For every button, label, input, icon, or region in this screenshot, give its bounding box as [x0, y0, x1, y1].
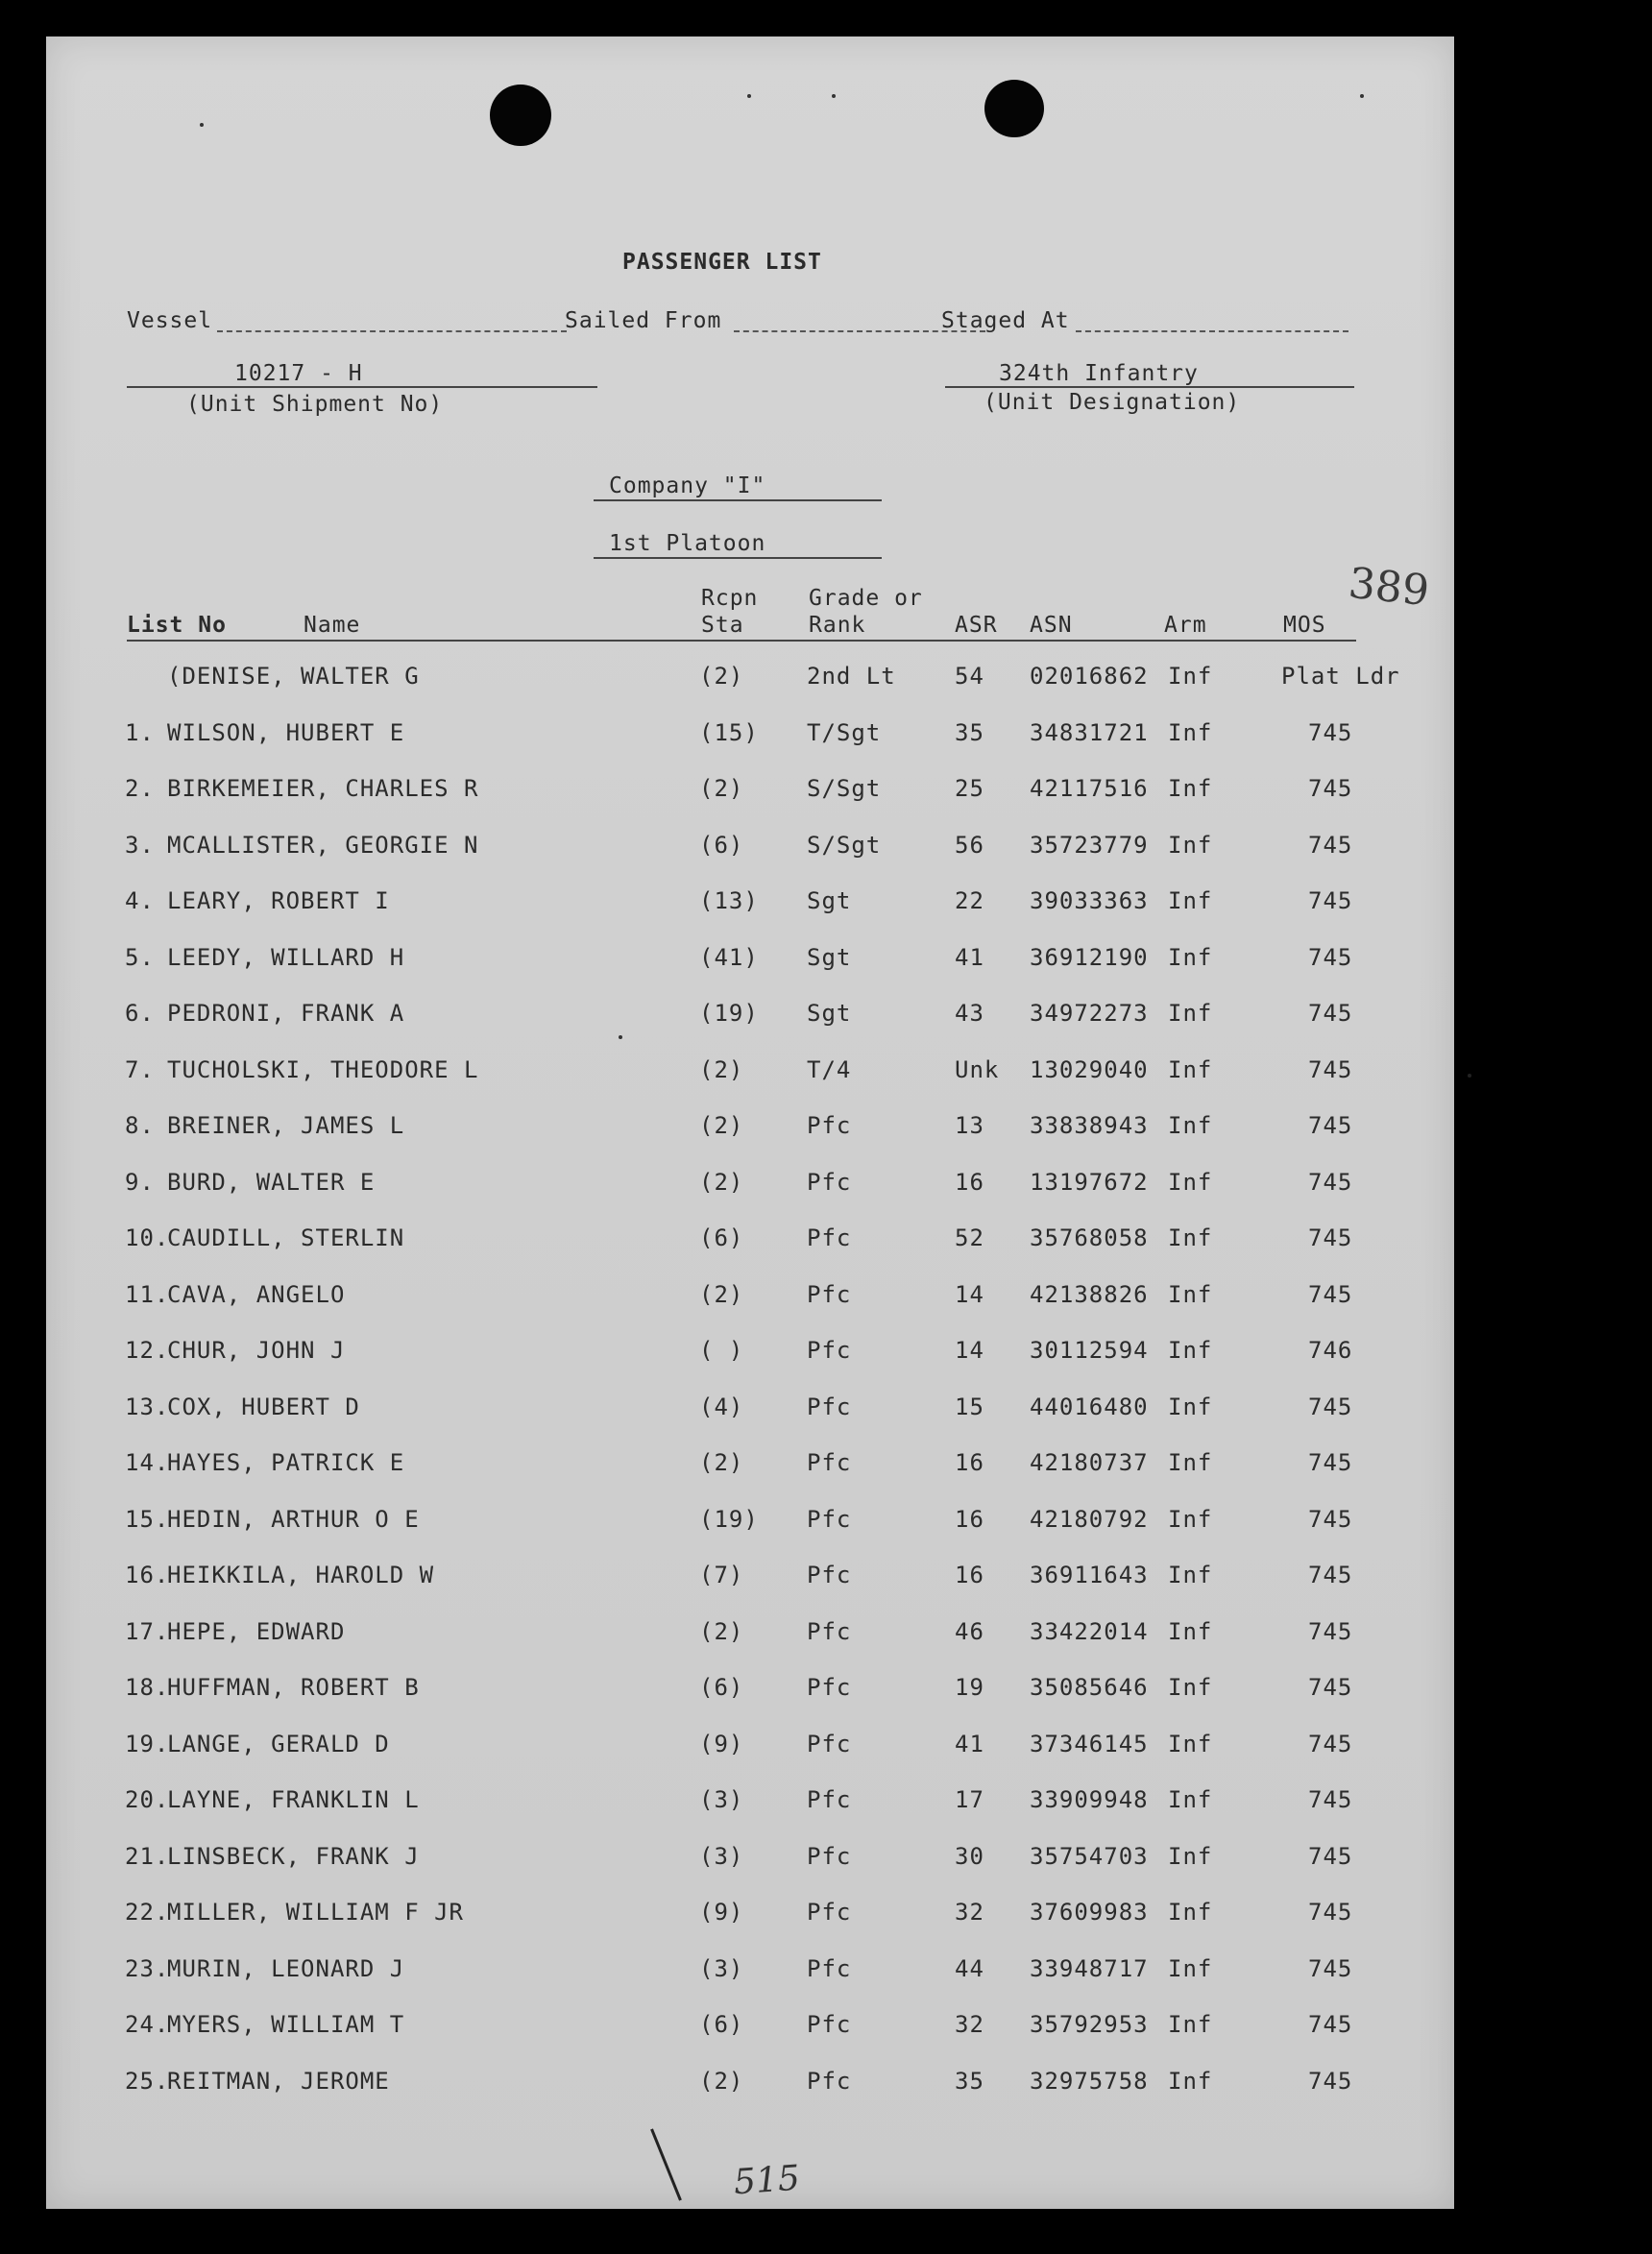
row-rcpn-sta: (15) — [699, 718, 759, 746]
company-underline — [594, 499, 882, 501]
row-rcpn-sta: (2) — [699, 1168, 744, 1196]
unit-shipment-caption: (Unit Shipment No) — [186, 392, 444, 417]
row-arm: Inf — [1168, 1055, 1213, 1083]
row-rcpn-sta: (2) — [699, 1280, 744, 1308]
row-asr: 46 — [955, 1617, 984, 1645]
row-rcpn-sta: (3) — [699, 1842, 744, 1870]
row-rcpn-sta: (6) — [699, 1674, 744, 1701]
col-grade-line2: Rank — [809, 613, 866, 638]
row-asr: 32 — [955, 2011, 984, 2038]
row-asr: 17 — [955, 1786, 984, 1813]
row-rank: Pfc — [807, 1842, 852, 1870]
row-asn: 37609983 — [1030, 1899, 1149, 1926]
table-row — [46, 1169, 1454, 1207]
row-asn: 35723779 — [1030, 831, 1149, 859]
row-asr: 16 — [955, 1449, 984, 1476]
row-arm: Inf — [1168, 1505, 1213, 1533]
row-list-no: 10. — [125, 1224, 170, 1251]
row-arm: Inf — [1168, 1393, 1213, 1420]
row-name: MURIN, LEONARD J — [167, 1954, 405, 1982]
row-list-no: 25. — [125, 2067, 170, 2095]
row-list-no: 13. — [125, 1393, 170, 1420]
row-asn: 35085646 — [1030, 1674, 1149, 1701]
row-asr: Unk — [955, 1055, 1000, 1083]
row-asr: 41 — [955, 943, 984, 971]
table-row — [46, 1112, 1454, 1151]
row-rank: Pfc — [807, 2011, 852, 2038]
row-arm: Inf — [1168, 831, 1213, 859]
row-asn: 42117516 — [1030, 775, 1149, 802]
table-row — [46, 1449, 1454, 1488]
row-name: HEDIN, ARTHUR O E — [167, 1505, 420, 1533]
row-rank: Pfc — [807, 1505, 852, 1533]
row-rcpn-sta: (13) — [699, 887, 759, 914]
row-list-no: 15. — [125, 1505, 170, 1533]
row-name: REITMAN, JEROME — [167, 2067, 390, 2095]
row-mos: 745 — [1308, 943, 1353, 971]
row-list-no: 8. — [125, 1112, 155, 1139]
row-asr: 30 — [955, 1842, 984, 1870]
col-asr: ASR — [955, 613, 998, 638]
row-asn: 42138826 — [1030, 1280, 1149, 1308]
row-name: HAYES, PATRICK E — [167, 1449, 405, 1476]
row-rcpn-sta: (3) — [699, 1786, 744, 1813]
speck — [1360, 94, 1364, 98]
row-rcpn-sta: (2) — [699, 775, 744, 802]
table-row — [46, 1506, 1454, 1544]
row-mos: 745 — [1308, 775, 1353, 802]
row-list-no: 4. — [125, 887, 155, 914]
row-mos: 745 — [1308, 1393, 1353, 1420]
table-row — [46, 1618, 1454, 1657]
sailed-from-label: Sailed From — [565, 308, 722, 333]
row-mos: 745 — [1308, 718, 1353, 746]
row-mos: 745 — [1308, 1842, 1353, 1870]
staged-at-blank — [1076, 330, 1348, 332]
row-arm: Inf — [1168, 1168, 1213, 1196]
row-name: CHUR, JOHN J — [167, 1337, 346, 1364]
row-rank: Pfc — [807, 1224, 852, 1251]
row-asr: 15 — [955, 1393, 984, 1420]
row-asn: 32975758 — [1030, 2067, 1149, 2095]
row-list-no: 22. — [125, 1899, 170, 1926]
table-row — [46, 775, 1454, 813]
row-asn: 33948717 — [1030, 1954, 1149, 1982]
unit-designation-caption: (Unit Designation) — [984, 390, 1241, 415]
row-rcpn-sta: (2) — [699, 1449, 744, 1476]
table-row — [46, 1899, 1454, 1937]
table-row — [46, 1562, 1454, 1600]
row-list-no: 21. — [125, 1842, 170, 1870]
row-rcpn-sta: ( ) — [699, 1337, 744, 1364]
row-asn: 42180737 — [1030, 1449, 1149, 1476]
table-row — [46, 719, 1454, 758]
row-list-no: 17. — [125, 1617, 170, 1645]
row-rank: Pfc — [807, 1112, 852, 1139]
table-row — [46, 1000, 1454, 1038]
row-asr: 44 — [955, 1954, 984, 1982]
row-arm: Inf — [1168, 1000, 1213, 1027]
row-rcpn-sta: (2) — [699, 2067, 744, 2095]
row-mos: 745 — [1308, 831, 1353, 859]
row-mos: 745 — [1308, 1730, 1353, 1757]
row-arm: Inf — [1168, 718, 1213, 746]
document-title: PASSENGER LIST — [622, 250, 822, 275]
table-row — [46, 1394, 1454, 1432]
row-rcpn-sta: (19) — [699, 1000, 759, 1027]
row-mos: 745 — [1308, 1954, 1353, 1982]
row-rank: Sgt — [807, 887, 852, 914]
row-name: MILLER, WILLIAM F JR — [167, 1899, 464, 1926]
row-arm: Inf — [1168, 1562, 1213, 1588]
row-mos: 745 — [1308, 1168, 1353, 1196]
row-list-no: 1. — [125, 718, 155, 746]
table-row — [46, 1056, 1454, 1095]
handwritten-page-number: 515 — [732, 2158, 802, 2203]
speck — [747, 94, 751, 98]
row-name: TUCHOLSKI, THEODORE L — [167, 1055, 479, 1083]
header-underline — [127, 640, 1356, 642]
row-name: BIRKEMEIER, CHARLES R — [167, 775, 479, 802]
col-arm: Arm — [1164, 613, 1207, 638]
table-row — [46, 1224, 1454, 1263]
table-row — [46, 1731, 1454, 1769]
row-asn: 34831721 — [1030, 718, 1149, 746]
row-rank: Pfc — [807, 1393, 852, 1420]
row-rank: T/Sgt — [807, 718, 882, 746]
row-mos: 745 — [1308, 887, 1353, 914]
row-rank: T/4 — [807, 1055, 852, 1083]
row-name: CAVA, ANGELO — [167, 1280, 346, 1308]
row-name: BURD, WALTER E — [167, 1168, 376, 1196]
unit-designation: 324th Infantry — [999, 361, 1199, 386]
row-list-no: 12. — [125, 1337, 170, 1364]
row-name: HEIKKILA, HAROLD W — [167, 1562, 435, 1588]
table-row — [46, 2068, 1454, 2106]
row-rank: S/Sgt — [807, 831, 882, 859]
row-arm: Inf — [1168, 1337, 1213, 1364]
table-row — [46, 1843, 1454, 1881]
table-row — [46, 663, 1454, 701]
row-arm: Inf — [1168, 1449, 1213, 1476]
row-asn: 42180792 — [1030, 1505, 1149, 1533]
row-name: LINSBECK, FRANK J — [167, 1842, 420, 1870]
table-row — [46, 1786, 1454, 1825]
row-arm: Inf — [1168, 1730, 1213, 1757]
unit-shipment-no: 10217 - H — [234, 361, 363, 386]
row-rcpn-sta: (9) — [699, 1730, 744, 1757]
row-list-no: 19. — [125, 1730, 170, 1757]
row-rank: Pfc — [807, 1280, 852, 1308]
row-mos: 745 — [1308, 1786, 1353, 1813]
row-rcpn-sta: (2) — [699, 1112, 744, 1139]
row-list-no: 5. — [125, 943, 155, 971]
row-arm: Inf — [1168, 887, 1213, 914]
row-mos: 745 — [1308, 1055, 1353, 1083]
row-mos: 745 — [1308, 1899, 1353, 1926]
row-list-no: 14. — [125, 1449, 170, 1476]
row-asr: 13 — [955, 1112, 984, 1139]
table-row — [46, 1281, 1454, 1320]
platoon-label: 1st Platoon — [609, 531, 766, 556]
row-arm: Inf — [1168, 1224, 1213, 1251]
row-arm: Inf — [1168, 1674, 1213, 1701]
row-mos: Plat Ldr — [1281, 663, 1400, 690]
row-list-no: 24. — [125, 2011, 170, 2038]
staged-at-label: Staged At — [941, 308, 1070, 333]
row-name: HEPE, EDWARD — [167, 1617, 346, 1645]
row-asr: 41 — [955, 1730, 984, 1757]
row-rank: Pfc — [807, 1954, 852, 1982]
row-mos: 745 — [1308, 1280, 1353, 1308]
col-list-no: List No — [127, 613, 227, 638]
table-row — [46, 1955, 1454, 1994]
row-rank: Pfc — [807, 1674, 852, 1701]
table-row — [46, 944, 1454, 982]
row-rcpn-sta: (3) — [699, 1954, 744, 1982]
row-list-no: 20. — [125, 1786, 170, 1813]
row-mos: 745 — [1308, 2067, 1353, 2095]
row-arm: Inf — [1168, 943, 1213, 971]
row-rcpn-sta: (19) — [699, 1505, 759, 1533]
row-mos: 745 — [1308, 1505, 1353, 1533]
row-asr: 43 — [955, 1000, 984, 1027]
row-asn: 33422014 — [1030, 1617, 1149, 1645]
row-name: CAUDILL, STERLIN — [167, 1224, 405, 1251]
row-rank: Pfc — [807, 1730, 852, 1757]
col-asn: ASN — [1030, 613, 1073, 638]
row-asr: 16 — [955, 1562, 984, 1588]
row-mos: 745 — [1308, 1449, 1353, 1476]
row-rcpn-sta: (2) — [699, 1617, 744, 1645]
punch-hole-left — [490, 85, 551, 146]
row-arm: Inf — [1168, 1842, 1213, 1870]
row-rank: Sgt — [807, 943, 852, 971]
pen-mark — [650, 2128, 682, 2200]
vessel-label: Vessel — [127, 308, 213, 333]
row-rank: Pfc — [807, 1786, 852, 1813]
col-rcpn-line2: Sta — [701, 613, 744, 638]
row-name: LEARY, ROBERT I — [167, 887, 390, 914]
row-arm: Inf — [1168, 2067, 1213, 2095]
row-rank: Pfc — [807, 1449, 852, 1476]
row-list-no: 3. — [125, 831, 155, 859]
row-list-no: 2. — [125, 775, 155, 802]
row-rank: Pfc — [807, 1337, 852, 1364]
row-asr: 19 — [955, 1674, 984, 1701]
row-asr: 14 — [955, 1280, 984, 1308]
row-asr: 25 — [955, 775, 984, 802]
row-mos: 745 — [1308, 1674, 1353, 1701]
unit-shipment-line — [127, 386, 597, 388]
row-name: (DENISE, WALTER G — [167, 663, 420, 690]
row-asn: 35768058 — [1030, 1224, 1149, 1251]
row-asr: 32 — [955, 1899, 984, 1926]
row-asr: 35 — [955, 2067, 984, 2095]
row-name: LAYNE, FRANKLIN L — [167, 1786, 420, 1813]
row-mos: 745 — [1308, 1112, 1353, 1139]
row-asn: 37346145 — [1030, 1730, 1149, 1757]
row-rank: 2nd Lt — [807, 663, 896, 690]
row-mos: 745 — [1308, 1000, 1353, 1027]
row-rank: Pfc — [807, 1168, 852, 1196]
row-asn: 34972273 — [1030, 1000, 1149, 1027]
table-row — [46, 2011, 1454, 2049]
row-rcpn-sta: (2) — [699, 1055, 744, 1083]
company-label: Company "I" — [609, 473, 766, 498]
vessel-blank — [217, 330, 567, 332]
document-page — [46, 36, 1454, 2209]
row-rank: Sgt — [807, 1000, 852, 1027]
row-rcpn-sta: (4) — [699, 1393, 744, 1420]
row-arm: Inf — [1168, 1786, 1213, 1813]
row-asn: 39033363 — [1030, 887, 1149, 914]
platoon-underline — [594, 557, 882, 559]
table-row — [46, 1337, 1454, 1375]
col-mos: MOS — [1283, 613, 1326, 638]
punch-hole-right — [984, 80, 1044, 137]
row-list-no: 11. — [125, 1280, 170, 1308]
row-asn: 35754703 — [1030, 1842, 1149, 1870]
row-list-no: 6. — [125, 1000, 155, 1027]
row-rank: Pfc — [807, 1899, 852, 1926]
row-asn: 02016862 — [1030, 663, 1149, 690]
row-rank: Pfc — [807, 1617, 852, 1645]
row-mos: 745 — [1308, 2011, 1353, 2038]
row-name: WILSON, HUBERT E — [167, 718, 405, 746]
row-list-no: 9. — [125, 1168, 155, 1196]
row-arm: Inf — [1168, 1954, 1213, 1982]
row-mos: 746 — [1308, 1337, 1353, 1364]
row-name: LEEDY, WILLARD H — [167, 943, 405, 971]
row-name: PEDRONI, FRANK A — [167, 1000, 405, 1027]
row-rank: S/Sgt — [807, 775, 882, 802]
row-asr: 56 — [955, 831, 984, 859]
row-rcpn-sta: (7) — [699, 1562, 744, 1588]
row-asn: 13029040 — [1030, 1055, 1149, 1083]
row-asr: 52 — [955, 1224, 984, 1251]
table-row — [46, 1674, 1454, 1712]
row-asn: 33909948 — [1030, 1786, 1149, 1813]
col-name: Name — [304, 613, 361, 638]
col-rcpn-line1: Rcpn — [701, 586, 759, 611]
row-name: BREINER, JAMES L — [167, 1112, 405, 1139]
row-asr: 35 — [955, 718, 984, 746]
row-asr: 22 — [955, 887, 984, 914]
speck — [832, 94, 836, 98]
table-row — [46, 887, 1454, 926]
row-asn: 44016480 — [1030, 1393, 1149, 1420]
row-asr: 16 — [955, 1505, 984, 1533]
row-name: MYERS, WILLIAM T — [167, 2011, 405, 2038]
row-name: COX, HUBERT D — [167, 1393, 360, 1420]
row-rcpn-sta: (41) — [699, 943, 759, 971]
speck — [200, 123, 204, 127]
col-grade-line1: Grade or — [809, 586, 923, 611]
row-mos: 745 — [1308, 1617, 1353, 1645]
row-mos: 745 — [1308, 1562, 1353, 1588]
row-arm: Inf — [1168, 1280, 1213, 1308]
row-name: LANGE, GERALD D — [167, 1730, 390, 1757]
row-asn: 13197672 — [1030, 1168, 1149, 1196]
row-asn: 36911643 — [1030, 1562, 1149, 1588]
row-name: MCALLISTER, GEORGIE N — [167, 831, 479, 859]
row-rcpn-sta: (6) — [699, 2011, 744, 2038]
row-arm: Inf — [1168, 775, 1213, 802]
row-list-no: 7. — [125, 1055, 155, 1083]
row-list-no: 16. — [125, 1562, 170, 1588]
row-asn: 36912190 — [1030, 943, 1149, 971]
page-stamp-number: 389 — [1346, 558, 1432, 617]
row-asn: 30112594 — [1030, 1337, 1149, 1364]
speck — [1468, 1074, 1471, 1078]
row-rcpn-sta: (9) — [699, 1899, 744, 1926]
row-arm: Inf — [1168, 2011, 1213, 2038]
row-rcpn-sta: (2) — [699, 663, 744, 690]
row-rank: Pfc — [807, 2067, 852, 2095]
row-arm: Inf — [1168, 1112, 1213, 1139]
unit-designation-line — [945, 386, 1354, 388]
row-name: HUFFMAN, ROBERT B — [167, 1674, 420, 1701]
row-asr: 14 — [955, 1337, 984, 1364]
table-row — [46, 832, 1454, 870]
row-asr: 54 — [955, 663, 984, 690]
row-rcpn-sta: (6) — [699, 1224, 744, 1251]
row-list-no: 23. — [125, 1954, 170, 1982]
row-rcpn-sta: (6) — [699, 831, 744, 859]
row-asn: 33838943 — [1030, 1112, 1149, 1139]
row-list-no: 18. — [125, 1674, 170, 1701]
row-arm: Inf — [1168, 663, 1213, 690]
row-asr: 16 — [955, 1168, 984, 1196]
row-arm: Inf — [1168, 1899, 1213, 1926]
row-rank: Pfc — [807, 1562, 852, 1588]
row-mos: 745 — [1308, 1224, 1353, 1251]
row-asn: 35792953 — [1030, 2011, 1149, 2038]
row-arm: Inf — [1168, 1617, 1213, 1645]
